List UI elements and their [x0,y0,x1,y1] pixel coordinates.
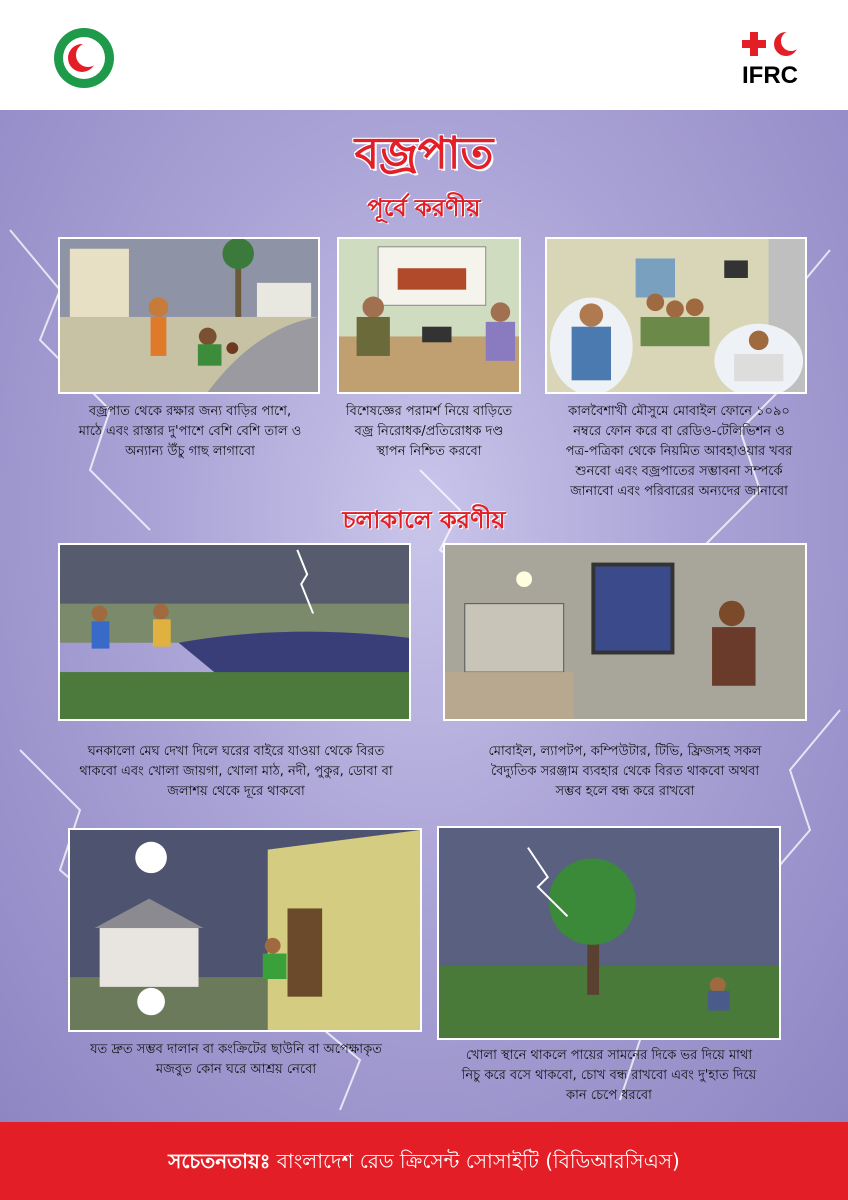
poster-title: বজ্রপাত [354,128,494,179]
during-tip-1-caption: ঘনকালো মেঘ দেখা দিলে ঘরের বাইরে যাওয়া থেকে বিরত থাকবো এবং খোলা জায়গা, খোলা মাঠ, নদী, পুকুর, ডোবা বা জলাশয় থেকে দূরে থাকবো [79,744,393,799]
footer-label: সচেতনতায়ঃ [168,1149,271,1173]
during-tip-4-caption: খোলা স্থানে থাকলে পায়ের সামনের দিকে ভর দিয়ে মাথা নিচু করে বসে থাকবো, চোখ বন্ধ রাখবো এবং দু'হাত দিয়ে কান চেপে ধরবো [461,1048,757,1103]
footer-organization: বাংলাদেশ রেড ক্রিসেন্ট সোসাইটি (বিডিআরসিএস) [270,1149,680,1173]
poster-body [0,110,848,1122]
bdrcs-logo-icon [52,26,116,90]
ifrc-wordmark: IFRC [742,62,798,89]
before-tip-2-caption: বিশেষজ্ঞের পরামর্শ নিয়ে বাড়িতে বজ্র নিরোধক/প্রতিরোধক দণ্ড স্থাপন নিশ্চিত করবো [345,404,513,459]
section-before-heading: পূর্বে করণীয় [367,194,481,222]
ifrc-logo [730,26,810,90]
tip-image-crouch-down [437,826,781,1040]
tip-image-weather-news [545,237,807,394]
red-cross-crescent-icon [730,26,810,62]
before-tip-3-caption: কালবৈশাখী মৌসুমে মোবাইল ফোনে ১০৯০ নম্বরে ফোন করে বা রেডিও-টেলিভিশন ও পত্র-পত্রিকা থেকে নিয়মিত আবহাওয়ার খবর শুনবো এবং বজ্রপাতের সম্ভাবনা সম্পর্কে জানাবো এবং পরিবারের অন্যদের জানাবো [565,404,793,499]
tip-image-open-field-run [58,543,411,721]
tip-image-plant-trees [58,237,320,394]
footer-banner [0,1122,848,1200]
section-during-heading: চলাকালে করণীয় [342,506,506,534]
before-tip-1-caption: বজ্রপাত থেকে রক্ষার জন্য বাড়ির পাশে, মাঠে এবং রাস্তার দু'পাশে বেশি বেশি তাল ও অন্যান্য উঁচু গাছ লাগাবো [78,404,302,459]
tip-image-take-shelter [68,828,422,1032]
header [0,0,848,110]
tip-image-lightning-rod [337,237,521,394]
during-tip-2-caption: মোবাইল, ল্যাপটপ, কম্পিউটার, টিভি, ফ্রিজসহ সকল বৈদ্যুতিক সরঞ্জাম ব্যবহার থেকে বিরত থাকবো অথবা সম্ভব হলে বন্ধ করে রাখবো [488,744,762,799]
during-tip-3-caption: যত দ্রুত সম্ভব দালান বা কংক্রিটের ছাউনি বা অপেক্ষাকৃত মজবুত কোন ঘরে আশ্রয় নেবো [90,1042,382,1077]
footer-text [0,1147,848,1180]
tip-image-unplug-electronics [443,543,807,721]
